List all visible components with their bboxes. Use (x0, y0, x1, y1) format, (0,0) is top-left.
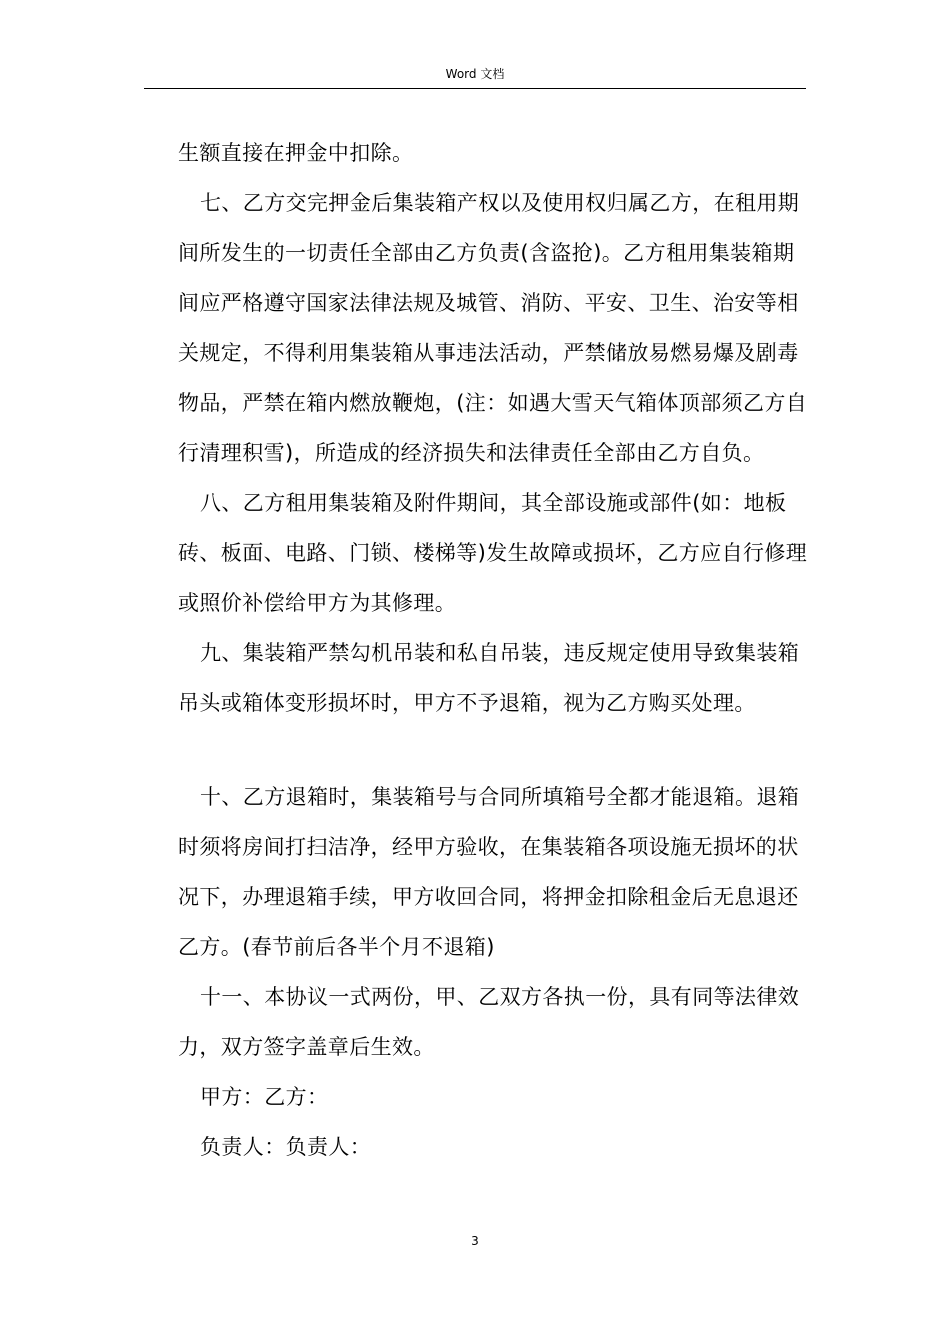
paragraph-clause-11: 十一、本协议一式两份，甲、乙双方各执一份，具有同等法律效力，双方签字盖章后生效。 (178, 985, 800, 1059)
paragraph-clause-9: 九、集装箱严禁勾机吊装和私自吊装，违反规定使用导致集装箱吊头或箱体变形损坏时，甲方不予退箱，视为乙方购买处理。 (178, 641, 800, 715)
header-rule (144, 88, 806, 89)
page-header: Word 文档 (445, 67, 505, 81)
paragraph-clause-10: 十、乙方退箱时，集装箱号与合同所填箱号全都才能退箱。退箱时须将房间打扫洁净，经甲方验收，在集装箱各项设施无损坏的状况下，办理退箱手续，甲方收回合同，将押金扣除租金后无息退还乙方。(春节前后各半个月不退箱) (178, 785, 800, 959)
paragraph-continuation: 生额直接在押金中扣除。 (178, 141, 414, 165)
page-number: 3 (471, 1234, 479, 1248)
signature-responsible-line: 负责人：负责人： (200, 1135, 372, 1159)
paragraph-clause-7: 七、乙方交完押金后集装箱产权以及使用权归属乙方，在租用期间所发生的一切责任全部由乙方负责(含盗抢)。乙方租用集装箱期间应严格遵守国家法律法规及城管、消防、平安、卫生、治安等相关规定，不得利用集装箱从事违法活动，严禁储放易燃易爆及剧毒物品，严禁在箱内燃放鞭炮，(注：如遇大雪天气箱体顶部须乙方自行清理积雪)，所造成的经济损失和法律责任全部由乙方自负。 (178, 191, 808, 465)
paragraph-clause-8: 八、乙方租用集装箱及附件期间，其全部设施或部件(如：地板砖、板面、电路、门锁、楼梯等)发生故障或损坏，乙方应自行修理或照价补偿给甲方为其修理。 (178, 491, 808, 615)
signature-party-line: 甲方：乙方： (200, 1085, 329, 1109)
document-body (178, 128, 808, 1172)
